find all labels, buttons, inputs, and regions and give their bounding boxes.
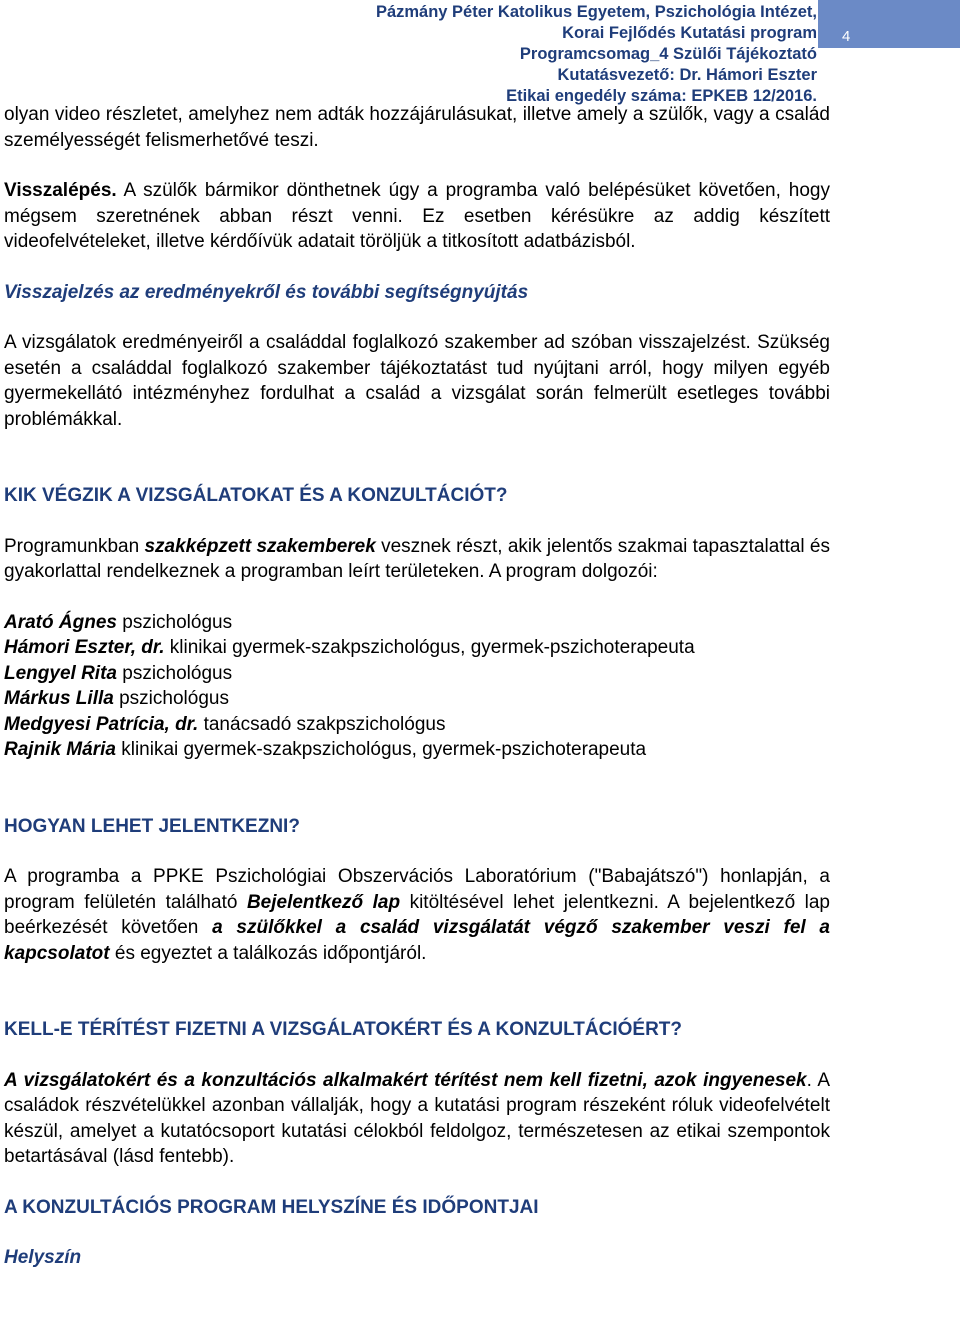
- staff-list: [4, 610, 830, 763]
- paragraph-fee: [4, 1068, 830, 1170]
- subheading-place: Helyszín: [4, 1247, 82, 1268]
- heading-place: A KONZULTÁCIÓS PROGRAM HELYSZÍNE ÉS IDŐPONTJAI: [4, 1196, 539, 1218]
- paragraph-withdrawal: [4, 178, 830, 255]
- apply-text-bold: a szülőkkel a család vizsgálatát végző szakember veszi fel a kapcsolatot: [4, 917, 830, 964]
- header-line-ethics: Etikai engedély száma: EPKEB 12/2016.: [506, 87, 817, 105]
- staff-role: klinikai gyermek-szakpszichológus, gyermek-pszichoterapeuta: [164, 637, 695, 658]
- staff-name: Rajnik Mária: [4, 739, 116, 760]
- apply-form-link-text: Bejelentkező lap: [246, 891, 401, 913]
- page-number-box: [818, 0, 960, 48]
- staff-item: [4, 712, 830, 738]
- staff-role: klinikai gyermek-szakpszichológus, gyermek-pszichoterapeuta: [115, 739, 647, 760]
- fee-text: . A családok részvételükkel azonban vállalják, hogy a kutatási program részeként róluk videofelvételt készül, amelyet a kutatócsoport kutatási célokból feldolgoz, természetesen az etikai szempontok betartásával (lásd fentebb).: [4, 1069, 830, 1167]
- paragraph-apply: [4, 864, 830, 966]
- staff-role: pszichológus: [113, 688, 229, 709]
- staff-item: [4, 661, 830, 687]
- staff-item: [4, 686, 830, 712]
- staff-role: pszichológus: [116, 611, 233, 633]
- apply-text-a: A programba a PPKE Pszichológiai Obszervációs Laboratórium ("Babajátszó") honlapján, a program felületén található: [4, 866, 830, 913]
- who-text-a: Programunkban: [4, 535, 145, 557]
- staff-name: Hámori Eszter, dr.: [4, 637, 165, 658]
- apply-text-c: kitöltésével lehet jelentkezni. A bejelentkező lap beérkezését követően: [4, 891, 830, 938]
- heading-feedback: Visszajelzés az eredményekről és további segítségnyújtás: [4, 281, 529, 303]
- who-text-c: vesznek részt, akik jelentős szakmai tapasztalattal és gyakorlattal rendelkeznek a programban leírt területeken. A program dolgozói:: [4, 535, 830, 582]
- staff-item: [4, 737, 830, 763]
- staff-name: Lengyel Rita: [4, 662, 117, 684]
- header-line-university: Pázmány Péter Katolikus Egyetem, Pszichológia Intézet,: [375, 3, 817, 21]
- withdrawal-label: Visszalépés.: [4, 180, 117, 201]
- withdrawal-text: A szülők bármikor dönthetnek úgy a programba való belépésüket követően, hogy mégsem szeretnének abban részt venni. Ez esetben kérésükre az addig készített videofelvételeket, illetve kérdőívük adatait töröljük a titkosított adatbázisból.: [4, 180, 830, 252]
- paragraph-video-consent: olyan video részletet, amelyhez nem adták hozzájárulásukat, illetve amely a szülők, vagy a család személyességét felismerhetővé teszi.: [4, 104, 830, 151]
- apply-text-e: és egyeztet a találkozás időpontjáról.: [109, 942, 427, 964]
- heading-who: KIK VÉGZIK A VIZSGÁLATOKAT ÉS A KONZULTÁCIÓT?: [4, 485, 508, 506]
- staff-name: Arató Ágnes: [4, 611, 117, 633]
- staff-item: [4, 610, 830, 636]
- paragraph-feedback: A vizsgálatok eredményeiről a családdal foglalkozó szakember ad szóban visszajelzést. Szükség esetén a családdal foglalkozó szakember tájékoztatást tud nyújtani arról, hogy milyen egyéb gyermekellátó intézményhez fordulhat a család a vizsgálat során felmerült esetleges további problémákkal.: [4, 332, 830, 430]
- staff-item: [4, 635, 830, 661]
- header-line-program: Korai Fejlődés Kutatási program: [562, 24, 817, 42]
- who-text-bold: szakképzett szakemberek: [144, 535, 376, 557]
- staff-name: Márkus Lilla: [4, 688, 114, 709]
- document-body: [4, 102, 830, 1271]
- header-line-lead: Kutatásvezető: Dr. Hámori Eszter: [557, 66, 817, 84]
- staff-role: tanácsadó szakpszichológus: [198, 713, 446, 735]
- page-number: 4: [842, 28, 851, 45]
- fee-text-bold: A vizsgálatokért és a konzultációs alkalmakért térítést nem kell fizetni, azok ingyenesek: [4, 1069, 807, 1091]
- heading-fee: KELL-E TÉRÍTÉST FIZETNI A VIZSGÁLATOKÉRT ÉS A KONZULTÁCIÓÉRT?: [4, 1019, 682, 1040]
- staff-name: Medgyesi Patrícia, dr.: [4, 713, 199, 735]
- staff-role: pszichológus: [116, 662, 233, 684]
- header-line-package: Programcsomag_4 Szülői Tájékoztató: [519, 45, 817, 63]
- paragraph-who: [4, 534, 830, 585]
- document-header: [376, 2, 817, 107]
- heading-apply: HOGYAN LEHET JELENTKEZNI?: [4, 815, 300, 837]
